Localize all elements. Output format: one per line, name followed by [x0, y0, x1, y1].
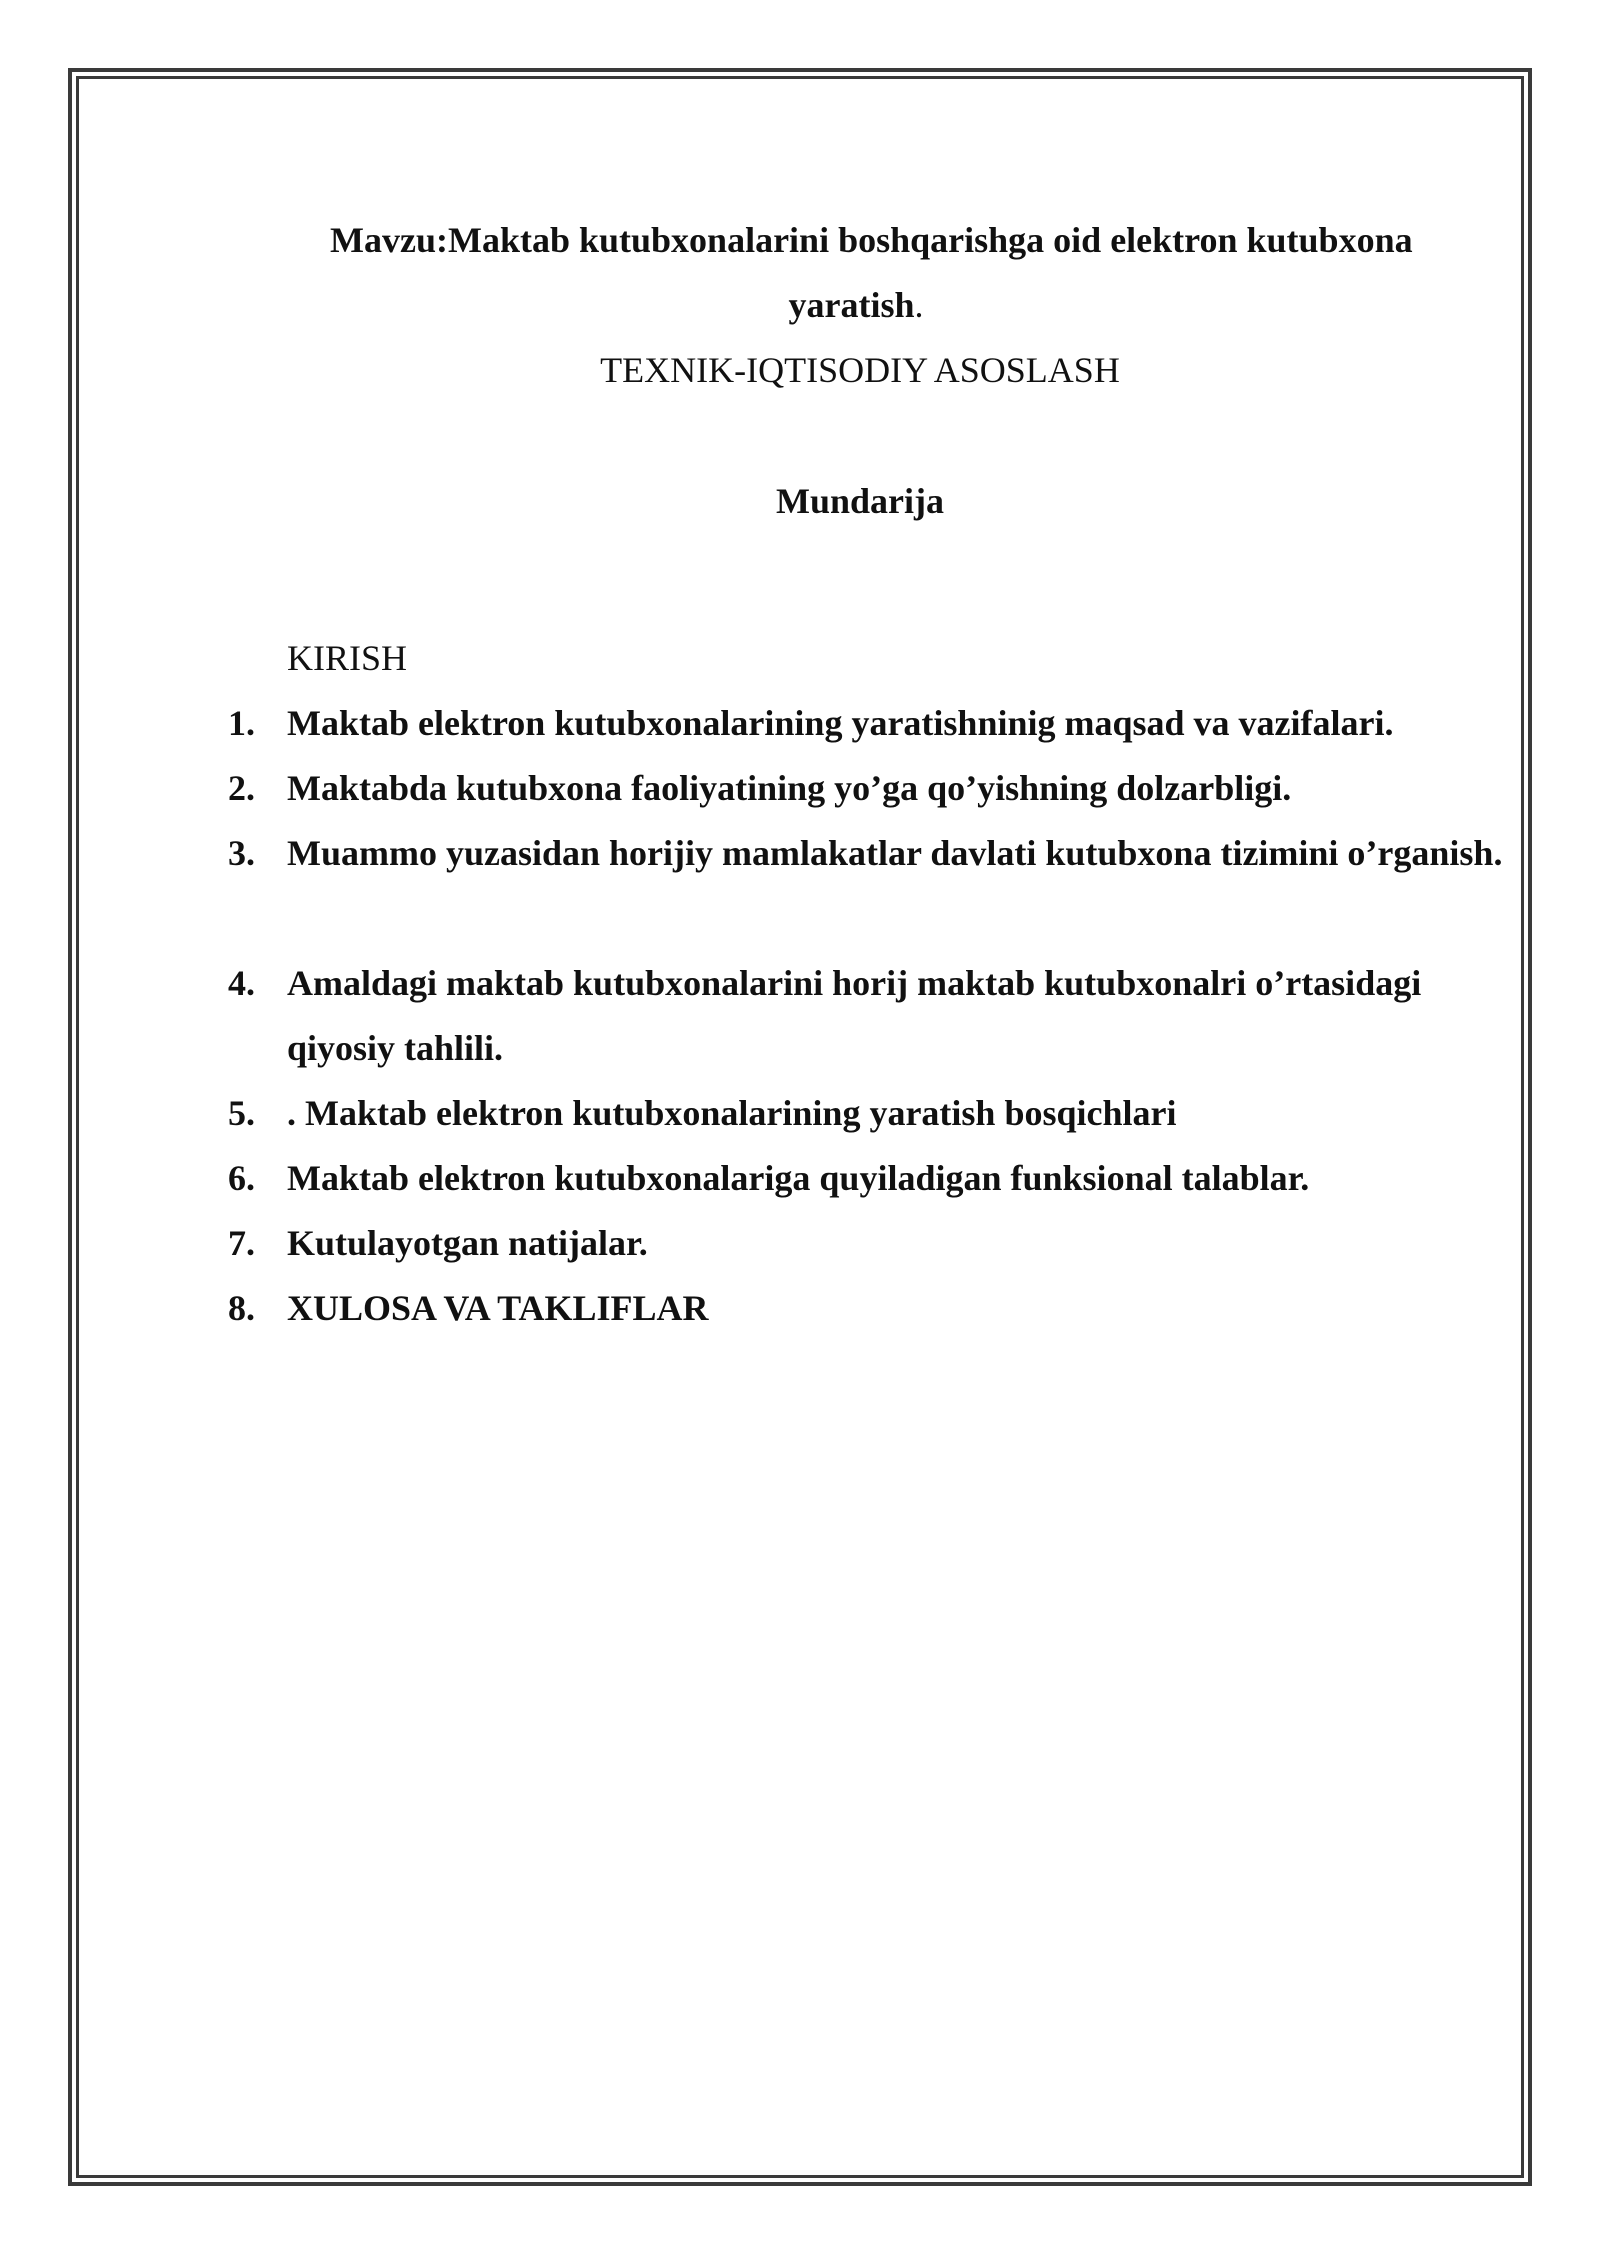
toc-item-7	[228, 1211, 1518, 1276]
document-subtitle: TEXNIK-IQTISODIY ASOSLASH	[600, 350, 1120, 390]
toc-item-number: 1.	[228, 703, 255, 743]
document-title-line-2-dot: .	[914, 285, 924, 325]
toc-item-number: 6.	[228, 1158, 255, 1198]
toc-item-number: 4.	[228, 963, 255, 1003]
toc-item-number: 5.	[228, 1093, 255, 1133]
toc-item-4	[228, 951, 1518, 1081]
toc-item-6	[228, 1146, 1518, 1211]
toc-item-text: . Maktab elektron kutubxonalarining yaratish bosqichlari	[287, 1093, 1177, 1133]
contents-heading: Mundarija	[775, 481, 944, 521]
toc-item-2	[228, 756, 1518, 821]
toc-item-number: 8.	[228, 1288, 255, 1328]
toc-item-8	[228, 1276, 1518, 1341]
document-title-line-2-text: yaratish	[788, 285, 915, 325]
toc-item-number: 7.	[228, 1223, 255, 1263]
toc-item-number: 2.	[228, 768, 255, 808]
toc-item-text: Maktab elektron kutubxonalariga quyiladigan funksional talablar.	[287, 1158, 1310, 1198]
toc-item-1	[228, 691, 1518, 756]
toc-item-number: 3.	[228, 833, 255, 873]
document-title-line-1: Mavzu:Maktab kutubxonalarini boshqarishga oid elektron kutubxona	[330, 220, 1413, 260]
toc-item-text: Muammo yuzasidan horijiy mamlakatlar davlati kutubxona tizimini o’rganish.	[287, 833, 1503, 873]
toc-item-5	[228, 1081, 1518, 1146]
document-title-line-2	[0, 283, 1600, 327]
toc-item-3	[228, 821, 1518, 886]
toc-item-text: XULOSA VA TAKLIFLAR	[287, 1288, 709, 1328]
toc-item-text: Maktabda kutubxona faoliyatining yo’ga qo’yishning dolzarbligi.	[287, 768, 1292, 808]
toc-item-text: Maktab elektron kutubxonalarining yaratishninig maqsad va vazifalari.	[287, 703, 1394, 743]
toc-item-text: Kutulayotgan natijalar.	[287, 1223, 648, 1263]
toc-item-text: Amaldagi maktab kutubxonalarini horij maktab kutubxonalri o’rtasidagi qiyosiy tahlili.	[287, 963, 1422, 1068]
toc-intro: KIRISH	[287, 638, 408, 678]
